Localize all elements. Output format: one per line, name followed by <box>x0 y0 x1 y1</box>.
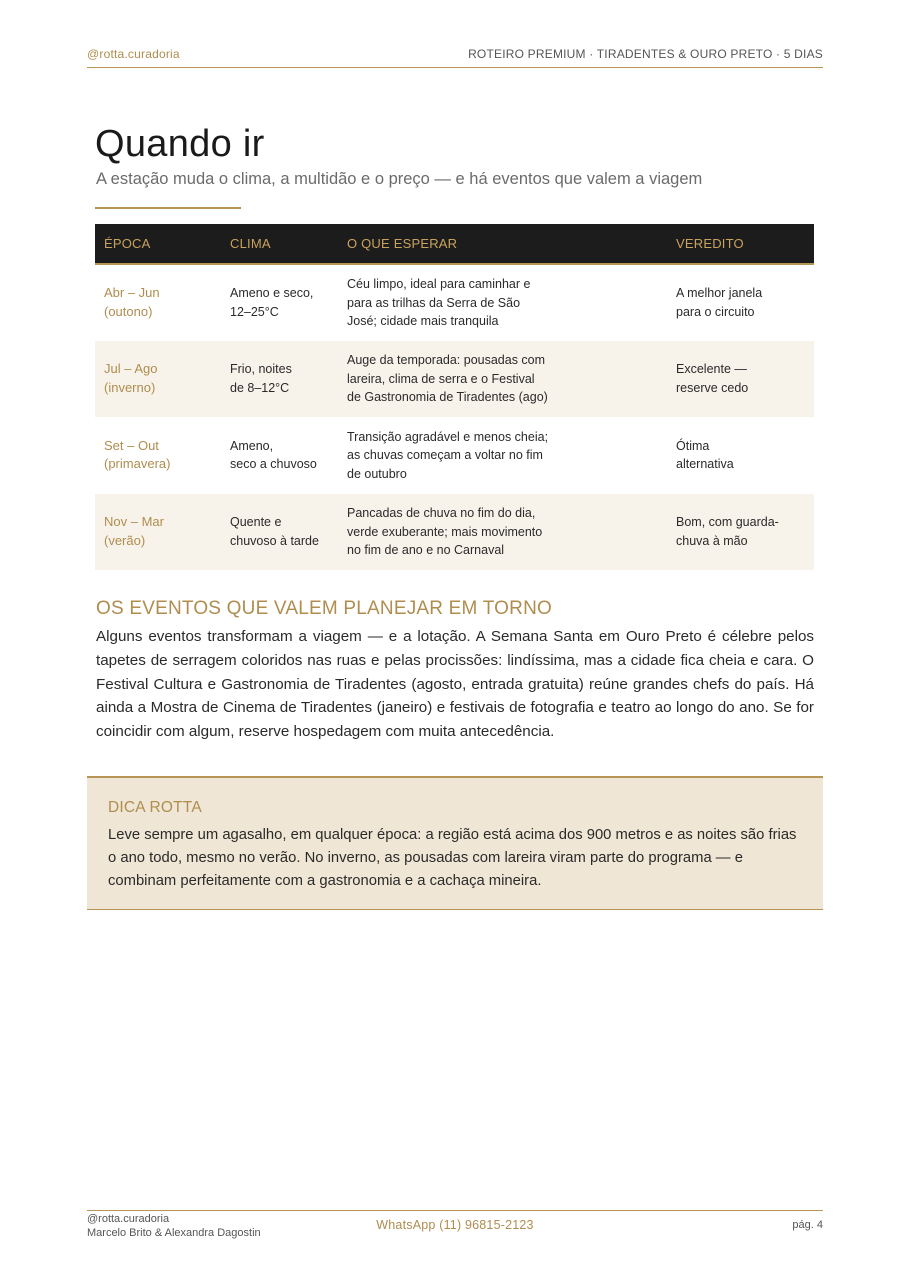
table-row <box>95 494 814 571</box>
table-header-row <box>95 224 814 264</box>
column-header-epoca: ÉPOCA <box>95 224 221 264</box>
table-row <box>95 264 814 341</box>
header-brand: @rotta.curadoria <box>87 47 180 61</box>
cell-veredito: Excelente — reserve cedo <box>667 341 814 418</box>
page-title: Quando ir <box>95 123 265 165</box>
page-header <box>87 46 823 68</box>
cell-clima: Frio, noites de 8–12°C <box>221 341 338 418</box>
page-footer <box>87 1210 823 1240</box>
page-subtitle: A estação muda o clima, a multidão e o preço — e há eventos que valem a viagem <box>96 170 703 188</box>
cell-clima: Quente e chuvoso à tarde <box>221 494 338 571</box>
cell-o-que-esperar: Transição agradável e menos cheia; as chuvas começam a voltar no fim de outubro <box>347 429 549 481</box>
cell-o-que-esperar: Céu limpo, ideal para caminhar e para as trilhas da Serra de São José; cidade mais tranquila <box>347 277 531 328</box>
title-divider <box>95 207 241 209</box>
events-paragraph: Alguns eventos transformam a viagem — e a lotação. A Semana Santa em Ouro Preto é célebre pelos tapetes de serragem coloridos nas ruas e pelas procissões: lindíssima, mas a cidade fica cheia e cara. O Festival Cultura e Gastronomia de Tiradentes (agosto, entrada gratuita) reúne grandes chefs do país. Há ainda a Mostra de Cinema de Tiradentes (janeiro) e festivais de fotografia e teatro ao longo do ano. Se for coincidir com algum, reserve hospedagem com muita antecedência. <box>96 628 814 741</box>
footer-brand: @rotta.curadoria <box>87 1213 170 1225</box>
column-header-o-que-esperar: O QUE ESPERAR <box>338 224 667 264</box>
table-row <box>95 417 814 494</box>
cell-veredito: Bom, com guarda- chuva à mão <box>667 494 814 571</box>
events-heading: OS EVENTOS QUE VALEM PLANEJAR EM TORNO <box>96 598 552 619</box>
cell-veredito: A melhor janela para o circuito <box>676 286 763 319</box>
tip-text: Leve sempre um agasalho, em qualquer época: a região está acima dos 900 metros e as noites são frias o ano todo, mesmo no verão. No inverno, as pousadas com lareira viram parte do programa — e combinam perfeitamente com a gastronomia e a cachaça mineira. <box>108 827 797 889</box>
page-number: pág. 4 <box>792 1219 823 1231</box>
header-route-title: ROTEIRO PREMIUM · TIRADENTES & OURO PRETO · 5 DIAS <box>468 47 823 61</box>
tip-box <box>87 776 823 910</box>
cell-epoca: Set – Out (primavera) <box>104 437 171 472</box>
cell-clima: Ameno e seco, 12–25°C <box>230 286 314 319</box>
cell-veredito: Ótima alternativa <box>676 438 734 472</box>
cell-epoca: Jul – Ago (inverno) <box>95 341 221 418</box>
cell-clima: Ameno, seco a chuvoso <box>230 438 317 472</box>
column-header-clima: CLIMA <box>221 224 338 264</box>
cell-epoca: Nov – Mar (verão) <box>95 494 221 571</box>
footer-authors: Marcelo Brito & Alexandra Dagostin <box>87 1227 261 1239</box>
tip-heading: DICA ROTTA <box>108 799 202 816</box>
cell-o-que-esperar: Pancadas de chuva no fim do dia, verde exuberante; mais movimento no fim de ano e no Carnaval <box>338 494 667 571</box>
table-row <box>95 341 814 418</box>
footer-whatsapp-link[interactable]: WhatsApp (11) 96815-2123 <box>376 1218 534 1232</box>
cell-epoca: Abr – Jun (outono) <box>104 285 160 319</box>
seasons-table <box>95 224 814 570</box>
column-header-veredito: VEREDITO <box>667 224 814 264</box>
cell-o-que-esperar: Auge da temporada: pousadas com lareira, clima de serra e o Festival de Gastronomia de Tiradentes (ago) <box>338 341 667 418</box>
